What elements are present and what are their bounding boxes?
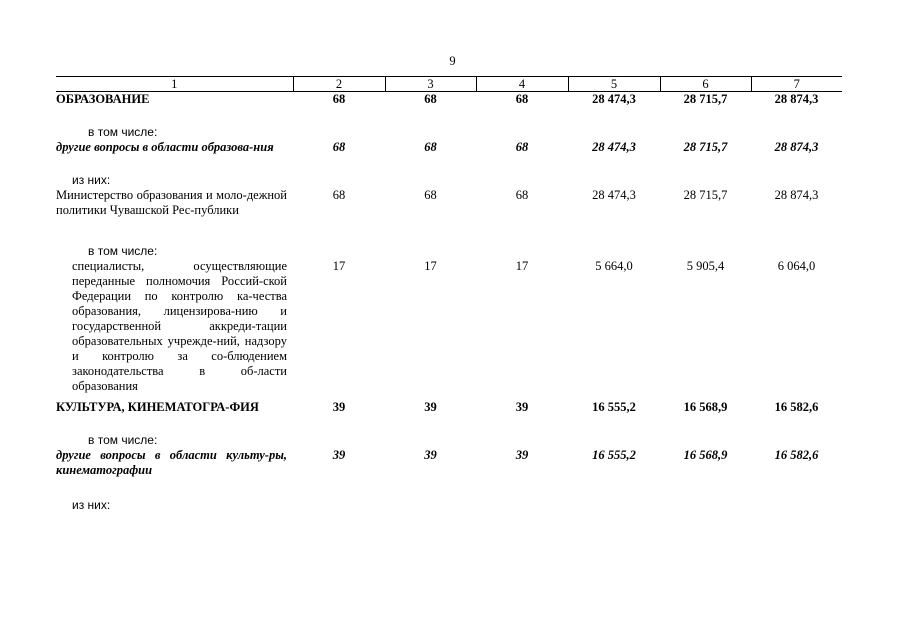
cell-value: 68	[515, 188, 529, 202]
cell-value: 28 474,3	[592, 140, 636, 154]
cell-value: 16 555,2	[592, 448, 636, 462]
cell-value: 68	[332, 140, 346, 154]
column-header: 2	[293, 77, 385, 92]
table-row	[56, 498, 842, 513]
cell-value: 68	[332, 188, 346, 202]
cell-value: 17	[424, 259, 437, 273]
row-label: в том числе:	[88, 244, 158, 258]
cell-value: 28 715,7	[683, 188, 728, 202]
cell-value: 68	[332, 92, 346, 106]
cell-value: 16 568,9	[683, 448, 728, 462]
cell-value: 39	[424, 448, 437, 462]
cell-value: 39	[424, 400, 437, 414]
header-row	[56, 77, 842, 92]
table-row	[56, 259, 842, 394]
row-label: из них:	[72, 498, 111, 512]
cell-value: 16 555,2	[592, 400, 636, 414]
row-label: КУЛЬТУРА, КИНЕМАТОГРА-ФИЯ	[56, 400, 259, 414]
row-label: ОБРАЗОВАНИЕ	[56, 92, 150, 106]
row-label: другие вопросы в области культу-ры, кинематографии	[56, 448, 287, 477]
row-label: специалисты, осуществляющие переданные полномочия Россий-ской Федерации по контролю ка-чества образования, лицензирова-нию и государственной аккреди-тации образовательных учрежде-ний, надзору и контролю за со-блюдением законодательства в об-ласти образования	[72, 259, 287, 393]
row-label: в том числе:	[88, 125, 158, 139]
cell-value: 16 582,6	[774, 400, 819, 414]
cell-value: 28 715,7	[683, 140, 728, 154]
cell-value: 17	[515, 259, 529, 273]
cell-value: 28 874,3	[774, 92, 819, 106]
column-header: 4	[476, 77, 568, 92]
column-header: 7	[751, 77, 842, 92]
column-header: 1	[56, 77, 293, 92]
cell-value: 39	[332, 448, 346, 462]
cell-value: 39	[515, 400, 529, 414]
cell-value: 28 474,3	[592, 92, 636, 106]
cell-value: 16 568,9	[683, 400, 728, 414]
cell-value: 28 474,3	[592, 188, 636, 202]
cell-value: 28 715,7	[683, 92, 728, 106]
column-header: 3	[385, 77, 476, 92]
table-row	[56, 125, 842, 140]
cell-value: 68	[424, 188, 437, 202]
cell-value: 28 874,3	[774, 188, 819, 202]
cell-value: 39	[332, 400, 346, 414]
table-row	[56, 173, 842, 188]
table-row	[56, 400, 842, 415]
table-row	[56, 140, 842, 155]
cell-value: 28 874,3	[774, 140, 819, 154]
budget-table	[56, 76, 842, 513]
page-number: 9	[449, 54, 456, 68]
row-label: в том числе:	[88, 433, 158, 447]
column-header: 6	[660, 77, 751, 92]
cell-value: 17	[332, 259, 346, 273]
table-row	[56, 448, 842, 478]
table-row	[56, 433, 842, 448]
cell-value: 16 582,6	[774, 448, 819, 462]
cell-value: 6 064,0	[777, 259, 816, 273]
row-label: Министерство образования и моло-дежной политики Чувашской Рес-публики	[56, 188, 287, 217]
column-header: 5	[568, 77, 660, 92]
cell-value: 68	[515, 140, 529, 154]
cell-value: 68	[424, 92, 437, 106]
cell-value: 5 905,4	[686, 259, 725, 273]
table-row	[56, 92, 842, 108]
cell-value: 68	[515, 92, 529, 106]
row-label: из них:	[72, 173, 111, 187]
table-row	[56, 188, 842, 218]
table-row	[56, 244, 842, 259]
row-label: другие вопросы в области образова-ния	[56, 140, 274, 154]
cell-value: 5 664,0	[595, 259, 633, 273]
cell-value: 39	[515, 448, 529, 462]
cell-value: 68	[424, 140, 437, 154]
